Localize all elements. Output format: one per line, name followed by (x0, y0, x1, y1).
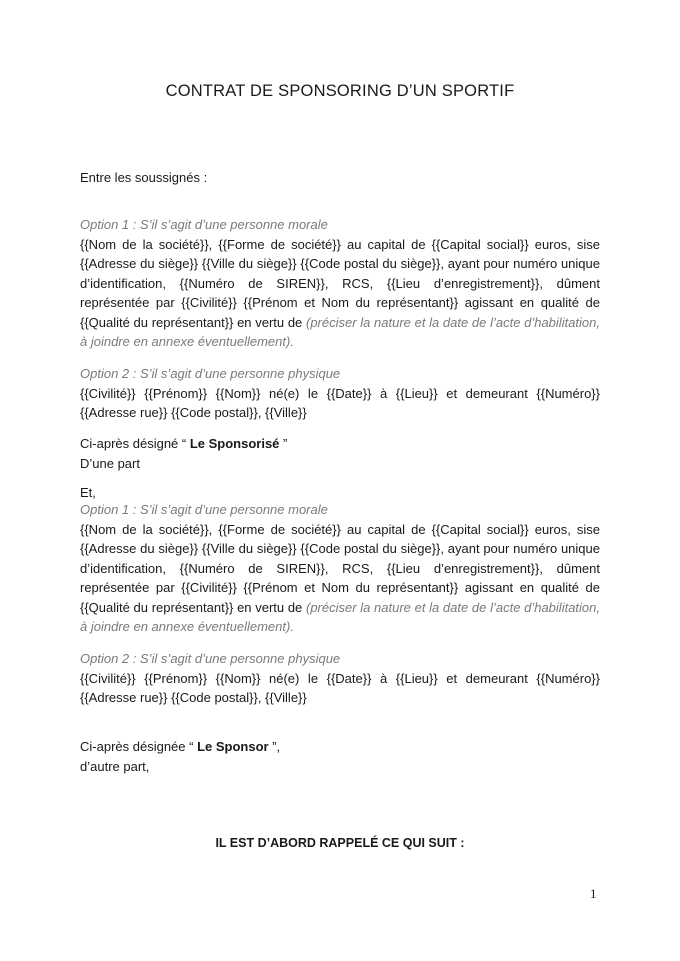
party1-option1-label: Option 1 : S’il s’agit d’une personne morale (80, 217, 328, 232)
and-text: Et, (80, 485, 96, 500)
party2-option1-paragraph (80, 520, 600, 637)
party2-option1-label: Option 1 : S’il s’agit d’une personne morale (80, 502, 328, 517)
party1-designation-suffix: ” (279, 436, 288, 451)
party2-designation-suffix: ”, (268, 739, 281, 754)
party2-option1-text: {{Nom de la société}}, {{Forme de société}} au capital de {{Capital social}} euros, sise {{Adresse du siège}} {{Ville du siège}} {{Code postal du siège}}, ayant pour numéro unique d’identification, {{Numéro de SIREN}}, RCS, {{Lieu d’enregistrement}}, dûment représentée par {{Civilité}} {{Prénom et Nom du représentant}} agissant en qualité de {{Qualité du représentant}} en vertu de (80, 521, 600, 615)
party1-option1-text: {{Nom de la société}}, {{Forme de société}} au capital de {{Capital social}} euros, sise {{Adresse du siège}} {{Ville du siège}} {{Code postal du siège}}, ayant pour numéro unique d’identification, {{Numéro de SIREN}}, RCS, {{Lieu d’enregistrement}}, dûment représentée par {{Civilité}} {{Prénom et Nom du représentant}} agissant en qualité de {{Qualité du représentant}} en vertu de (80, 236, 600, 330)
party2-part-text: d’autre part, (80, 758, 150, 774)
document-title: CONTRAT DE SPONSORING D’UN SPORTIF (165, 82, 515, 100)
party1-designation-name: Le Sponsorisé (189, 436, 280, 451)
party1-option1-note: (préciser la nature et la date de l’acte d’habilitation, à joindre en annexe éventuellement). (80, 314, 600, 349)
section-heading: IL EST D’ABORD RAPPELÉ CE QUI SUIT : (215, 836, 465, 850)
party2-option2 (80, 649, 600, 708)
party1-designation (80, 434, 600, 473)
party2-option1-note: (préciser la nature et la date de l’acte d’habilitation, à joindre en annexe éventuellement). (80, 599, 600, 634)
party2-designation-name: Le Sponsor (197, 739, 269, 754)
party1-option2-label: Option 2 : S’il s’agit d’une personne physique (80, 366, 341, 381)
party2-option2-text: {{Civilité}} {{Prénom}} {{Nom}} né(e) le {{Date}} à {{Lieu}} et demeurant {{Numéro}} {{Adresse rue}} {{Code postal}}, {{Ville}} (80, 670, 600, 705)
page-number: 1 (590, 886, 597, 901)
party1-option2 (80, 364, 600, 423)
party2-option2-label: Option 2 : S’il s’agit d’une personne physique (80, 651, 341, 666)
intro-text: Entre les soussignés : (80, 170, 208, 185)
party1-option1-paragraph (80, 235, 600, 352)
party2-designation (80, 737, 600, 776)
party1-part-text: D’une part (80, 455, 140, 471)
party1-option2-text: {{Civilité}} {{Prénom}} {{Nom}} né(e) le {{Date}} à {{Lieu}} et demeurant {{Numéro}} {{Adresse rue}} {{Code postal}}, {{Ville}} (80, 385, 600, 420)
party2-option1 (80, 500, 600, 637)
party2-designation-prefix: Ci-après désignée “ (80, 739, 198, 754)
party1-designation-prefix: Ci-après désigné “ (80, 436, 190, 451)
party1-option1 (80, 215, 600, 352)
